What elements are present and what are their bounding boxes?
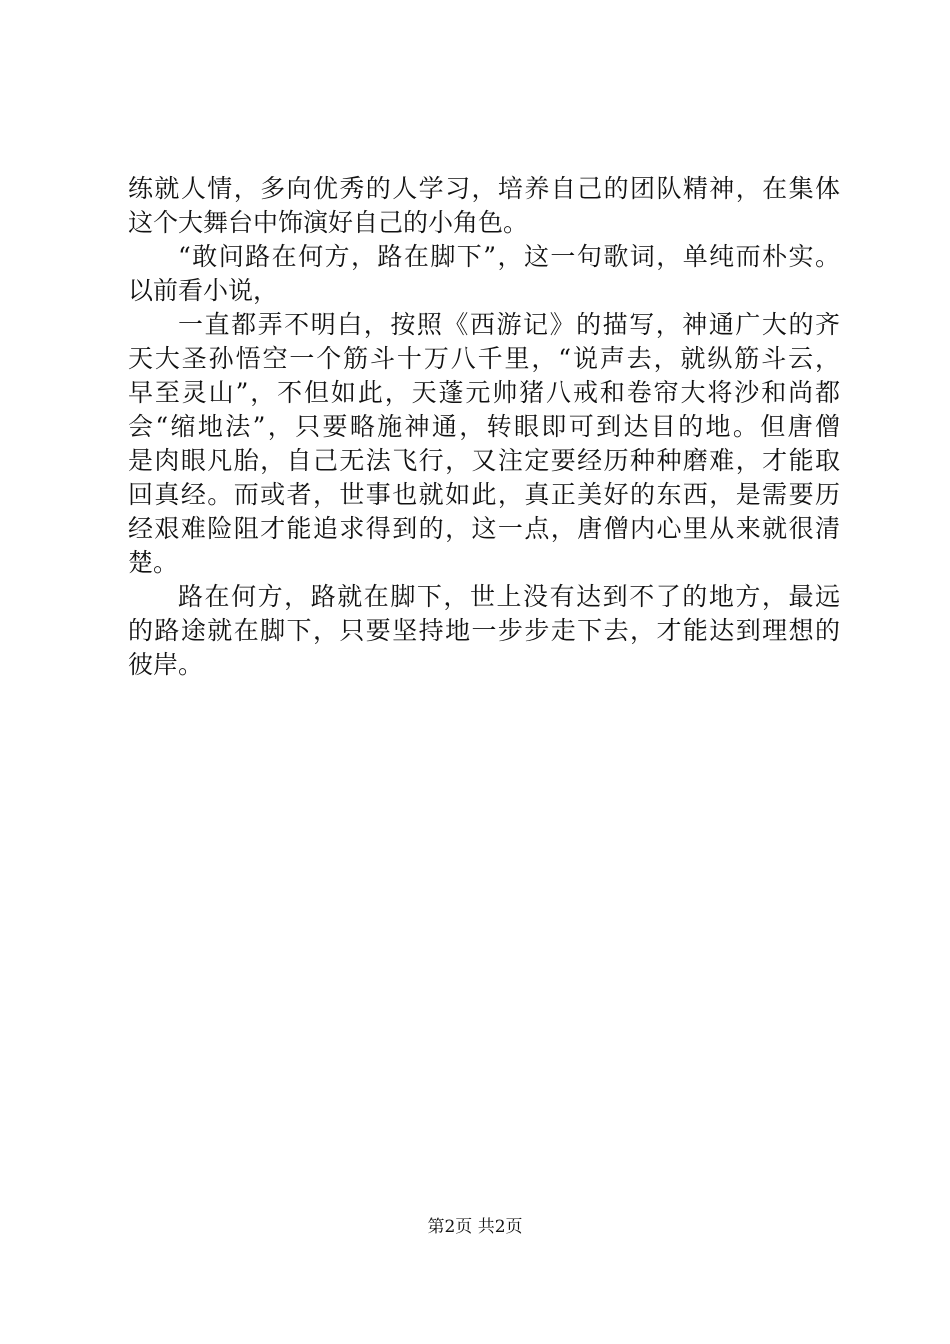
page-footer xyxy=(0,1215,950,1239)
text-line: 回真经。而或者，世事也就如此，真正美好的东西，是需要历 xyxy=(128,480,840,509)
text-line: 天大圣孙悟空一个筋斗十万八千里，“说声去，就纵筋斗云， xyxy=(128,344,840,373)
text-line: 一直都弄不明白，按照《西游记》的描写，神通广大的齐 xyxy=(178,310,840,339)
text-line: 会“缩地法”，只要略施神通，转眼即可到达目的地。但唐僧 xyxy=(128,412,840,441)
paragraph xyxy=(128,240,840,308)
text-line: 是肉眼凡胎，自己无法飞行，又注定要经历种种磨难，才能取 xyxy=(128,446,840,475)
text-line: 路在何方，路就在脚下，世上没有达到不了的地方，最远 xyxy=(178,582,840,611)
text-line: 以前看小说， xyxy=(128,276,279,305)
document-body xyxy=(128,172,840,682)
text-line: 早至灵山”，不但如此，天蓬元帅猪八戒和卷帘大将沙和尚都 xyxy=(128,378,840,407)
text-line: 这个大舞台中饰演好自己的小角色。 xyxy=(128,208,529,237)
page-number-label: 第2页 共2页 xyxy=(427,1217,523,1237)
paragraph xyxy=(128,580,840,682)
text-line: 彼岸。 xyxy=(128,650,204,679)
text-line: “敢问路在何方，路在脚下”，这一句歌词，单纯而朴实。 xyxy=(178,242,840,271)
text-line: 经艰难险阻才能追求得到的，这一点，唐僧内心里从来就很清 xyxy=(128,514,840,543)
paragraph xyxy=(128,308,840,580)
text-line: 的路途就在脚下，只要坚持地一步步走下去，才能达到理想的 xyxy=(128,616,840,645)
text-line: 楚。 xyxy=(128,548,179,577)
text-line: 练就人情，多向优秀的人学习，培养自己的团队精神，在集体 xyxy=(128,174,840,203)
paragraph xyxy=(128,172,840,240)
